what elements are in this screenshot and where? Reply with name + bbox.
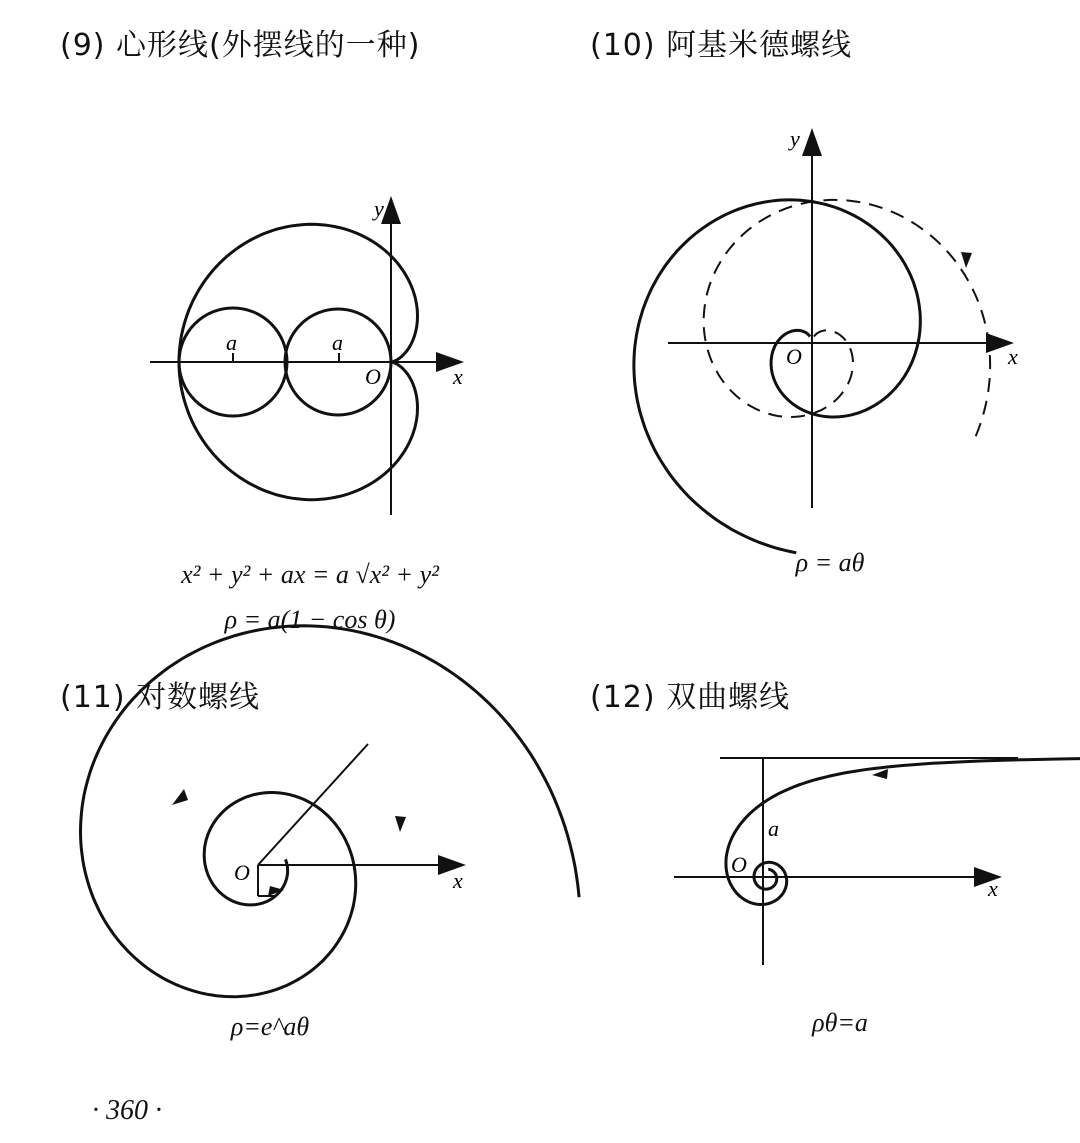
- heading-archimedean-spiral: (10) 阿基米德螺线: [590, 28, 853, 63]
- archimedean-solid-branch: [634, 200, 920, 553]
- archimedean-figure: [634, 132, 1010, 553]
- archimedean-label-y: y: [790, 126, 800, 151]
- logarithmic-spiral-curve: [81, 626, 580, 997]
- heading-logarithmic-spiral: (11) 对数螺线: [60, 680, 261, 715]
- heading-cardioid: (9) 心形线(外摆线的一种): [60, 28, 421, 63]
- cardioid-label-a-right: a: [332, 330, 343, 355]
- cardioid-label-origin: O: [365, 364, 381, 389]
- archimedean-formula: ρ = aθ: [795, 548, 865, 577]
- cardioid-label-x: x: [453, 364, 463, 389]
- archimedean-direction-arrow: [961, 252, 972, 268]
- logarithmic-label-x: x: [453, 868, 463, 893]
- archimedean-label-origin: O: [786, 344, 802, 369]
- hyperbolic-label-a: a: [768, 816, 779, 841]
- cardioid-label-y: y: [374, 196, 384, 221]
- hyperbolic-direction-arrow: [872, 769, 888, 779]
- page-number: · 360 ·: [92, 1095, 162, 1126]
- hyperbolic-formula: ρθ=a: [812, 1008, 868, 1037]
- cardioid-label-a-left: a: [226, 330, 237, 355]
- logarithmic-figure: [81, 626, 580, 997]
- logarithmic-arrow-left: [172, 789, 188, 805]
- logarithmic-arrow-upper: [395, 816, 406, 832]
- logarithmic-label-origin: O: [234, 860, 250, 885]
- hyperbolic-label-origin: O: [731, 852, 747, 877]
- cardioid-formula-cartesian: x² + y² + ax = a √x² + y²: [181, 560, 439, 589]
- logarithmic-formula: ρ=e^aθ: [230, 1012, 310, 1041]
- archimedean-label-x: x: [1008, 344, 1018, 369]
- cardioid-formula-polar: ρ = a(1 − cos θ): [224, 605, 396, 634]
- hyperbolic-label-x: x: [988, 876, 998, 901]
- cardioid-figure: [150, 200, 460, 515]
- heading-hyperbolic-spiral: (12) 双曲螺线: [590, 680, 791, 715]
- archimedean-dashed-branch: [704, 200, 990, 441]
- hyperbolic-spiral-curve: [726, 759, 1080, 905]
